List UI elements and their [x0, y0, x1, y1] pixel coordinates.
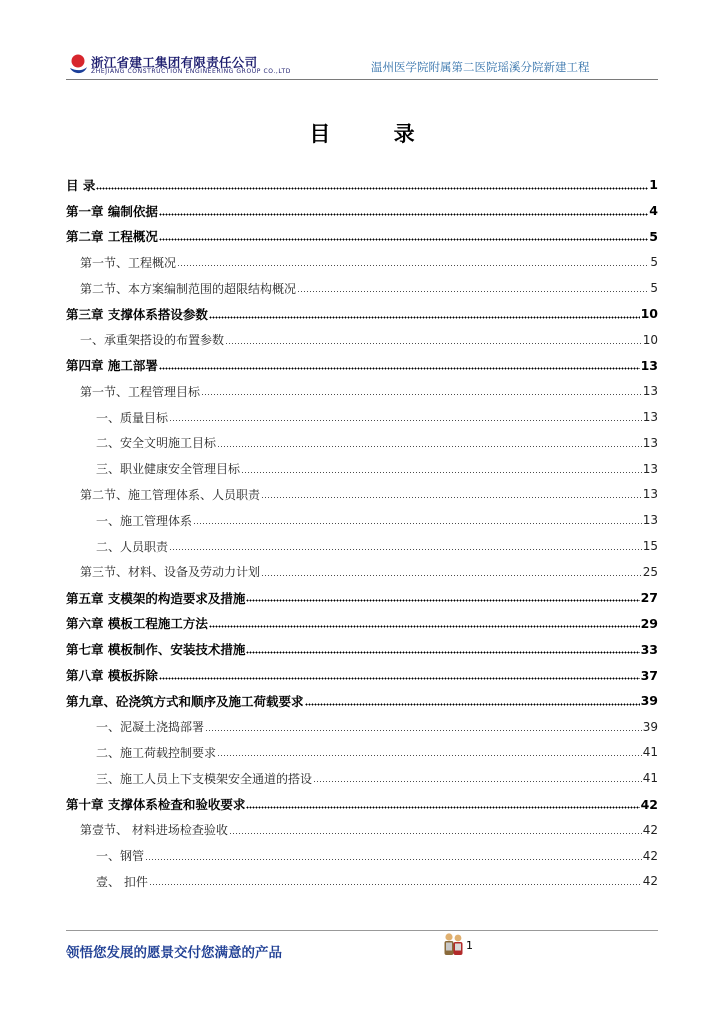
toc-entry-page: 42: [642, 848, 658, 863]
company-name-cn: 浙江省建工集团有限责任公司: [91, 55, 258, 70]
toc-entry-title: 第二节、施工管理体系、人员职责: [80, 487, 261, 502]
toc-dot-leader: [225, 335, 642, 347]
toc-entry-title: 一、施工管理体系: [96, 513, 193, 528]
toc-entry-title: 目 录: [66, 177, 96, 193]
toc-entry-title: 一、钢管: [96, 849, 145, 864]
toc-entry-page: 1: [649, 177, 658, 193]
toc-entry[interactable]: [66, 327, 658, 353]
toc-entry-title: 二、人员职责: [96, 539, 169, 554]
toc-dot-leader: [177, 257, 649, 269]
toc-entry[interactable]: [66, 507, 658, 533]
toc-dot-leader: [217, 438, 642, 450]
toc-entry[interactable]: [66, 378, 658, 404]
toc-entry-title: 三、职业健康安全管理目标: [96, 462, 241, 477]
toc-dot-leader: [159, 205, 648, 218]
toc-dot-leader: [159, 360, 640, 373]
toc-entry[interactable]: [66, 688, 658, 714]
toc-entry-title: 第六章 模板工程施工方法: [66, 616, 208, 632]
table-of-contents: [66, 172, 658, 894]
toc-entry-title: 第九章、砼浇筑方式和顺序及施工荷载要求: [66, 693, 304, 709]
toc-entry-page: 39: [640, 693, 658, 709]
toc-entry-title: 第五章 支模架的构造要求及措施: [66, 590, 246, 606]
page-number: 1: [466, 939, 473, 952]
toc-entry-page: 42: [640, 796, 658, 812]
toc-entry-page: 25: [642, 564, 658, 579]
toc-entry-title: 第一节、工程概况: [80, 255, 177, 270]
toc-entry[interactable]: [66, 275, 658, 301]
toc-entry-page: 41: [642, 771, 658, 786]
toc-dot-leader: [145, 851, 642, 863]
toc-dot-leader: [261, 567, 642, 579]
toc-entry[interactable]: [66, 482, 658, 508]
toc-entry-title: 第四章 施工部署: [66, 358, 158, 374]
toc-dot-leader: [149, 876, 642, 888]
toc-entry[interactable]: [66, 224, 658, 250]
toc-entry-title: 第三节、材料、设备及劳动力计划: [80, 565, 261, 580]
toc-entry-title: 二、施工荷载控制要求: [96, 745, 217, 760]
toc-entry-title: 第一节、工程管理目标: [80, 384, 201, 399]
toc-dot-leader: [313, 773, 642, 785]
header-divider: [66, 79, 658, 80]
toc-entry-page: 15: [642, 539, 658, 554]
toc-entry-title: 第壹节、 材料进场检查验收: [80, 823, 228, 838]
toc-entry-title: 三、施工人员上下支模架安全通道的搭设: [96, 771, 313, 786]
toc-dot-leader: [209, 618, 640, 631]
toc-entry-title: 第二章 工程概况: [66, 229, 158, 245]
toc-dot-leader: [305, 695, 640, 708]
toc-entry-page: 5: [649, 228, 658, 244]
toc-entry-page: 13: [642, 435, 658, 450]
toc-entry-page: 33: [640, 641, 658, 657]
toc-dot-leader: [217, 747, 642, 759]
toc-dot-leader: [246, 592, 639, 605]
toc-entry-title: 一、承重架搭设的布置参数: [80, 333, 225, 348]
toc-entry-page: 13: [640, 357, 658, 373]
toc-entry-page: 4: [649, 203, 658, 219]
toc-dot-leader: [209, 308, 640, 321]
toc-entry[interactable]: [66, 740, 658, 766]
toc-entry-title: 壹、 扣件: [96, 874, 148, 889]
toc-dot-leader: [261, 489, 642, 501]
toc-entry-page: 10: [640, 306, 658, 322]
toc-dot-leader: [246, 644, 639, 657]
toc-entry[interactable]: [66, 765, 658, 791]
toc-dot-leader: [159, 669, 640, 682]
toc-entry[interactable]: [66, 301, 658, 327]
toc-entry[interactable]: [66, 456, 658, 482]
toc-entry-title: 第一章 编制依据: [66, 203, 158, 219]
toc-entry-page: 42: [642, 822, 658, 837]
toc-entry[interactable]: [66, 611, 658, 637]
toc-dot-leader: [159, 231, 648, 244]
toc-entry-page: 13: [642, 461, 658, 476]
toc-entry[interactable]: [66, 662, 658, 688]
toc-dot-leader: [96, 179, 648, 192]
toc-entry[interactable]: [66, 817, 658, 843]
page-header: [0, 0, 724, 80]
toc-entry[interactable]: [66, 585, 658, 611]
project-name: 温州医学院附属第二医院瑶溪分院新建工程: [371, 60, 590, 74]
toc-entry[interactable]: [66, 714, 658, 740]
toc-entry-page: 5: [650, 255, 658, 270]
toc-entry-title: 一、泥凝土浇捣部署: [96, 720, 205, 735]
toc-dot-leader: [205, 722, 642, 734]
toc-entry[interactable]: [66, 198, 658, 224]
people-icon: [441, 932, 465, 958]
toc-entry[interactable]: [66, 843, 658, 869]
toc-entry-page: 13: [642, 513, 658, 528]
toc-dot-leader: [229, 825, 642, 837]
toc-entry[interactable]: [66, 636, 658, 662]
company-logo-icon: [68, 53, 88, 75]
toc-entry-page: 27: [640, 590, 658, 606]
toc-entry-title: 第十章 支撑体系检查和验收要求: [66, 797, 246, 813]
toc-entry-title: 第八章 模板拆除: [66, 668, 158, 684]
toc-entry-page: 13: [642, 487, 658, 502]
toc-dot-leader: [193, 515, 642, 527]
toc-entry[interactable]: [66, 869, 658, 895]
toc-dot-leader: [201, 386, 642, 398]
toc-entry[interactable]: [66, 353, 658, 379]
toc-entry-title: 第三章 支撑体系搭设参数: [66, 306, 208, 322]
toc-entry-page: 37: [640, 667, 658, 683]
page-title: 目 录: [309, 122, 443, 146]
toc-dot-leader: [246, 798, 639, 811]
toc-entry-page: 39: [642, 719, 658, 734]
toc-entry[interactable]: [66, 430, 658, 456]
toc-entry[interactable]: [66, 404, 658, 430]
footer-slogan: 领悟您发展的愿景交付您满意的产品: [66, 945, 282, 961]
toc-entry-page: 41: [642, 745, 658, 760]
toc-entry-page: 42: [642, 874, 658, 889]
toc-dot-leader: [241, 464, 642, 476]
toc-entry-page: 13: [642, 410, 658, 425]
toc-entry[interactable]: [66, 791, 658, 817]
toc-entry-page: 13: [642, 384, 658, 399]
toc-dot-leader: [297, 283, 649, 295]
toc-dot-leader: [169, 541, 642, 553]
toc-entry-title: 第二节、本方案编制范围的超限结构概况: [80, 281, 297, 296]
footer-divider: [66, 930, 658, 931]
toc-entry[interactable]: [66, 172, 658, 198]
toc-entry-title: 一、质量目标: [96, 410, 169, 425]
toc-entry-page: 5: [650, 281, 658, 296]
toc-entry-title: 二、安全文明施工目标: [96, 436, 217, 451]
toc-entry[interactable]: [66, 249, 658, 275]
toc-dot-leader: [169, 412, 642, 424]
company-name-en: ZHEJIANG CONSTRUCTION ENGINEERING GROUP CO.,LTD: [91, 68, 291, 75]
toc-entry[interactable]: [66, 533, 658, 559]
toc-entry-title: 第七章 模板制作、安装技术措施: [66, 642, 246, 658]
toc-entry-page: 29: [640, 615, 658, 631]
toc-entry-page: 10: [642, 332, 658, 347]
toc-entry[interactable]: [66, 559, 658, 585]
